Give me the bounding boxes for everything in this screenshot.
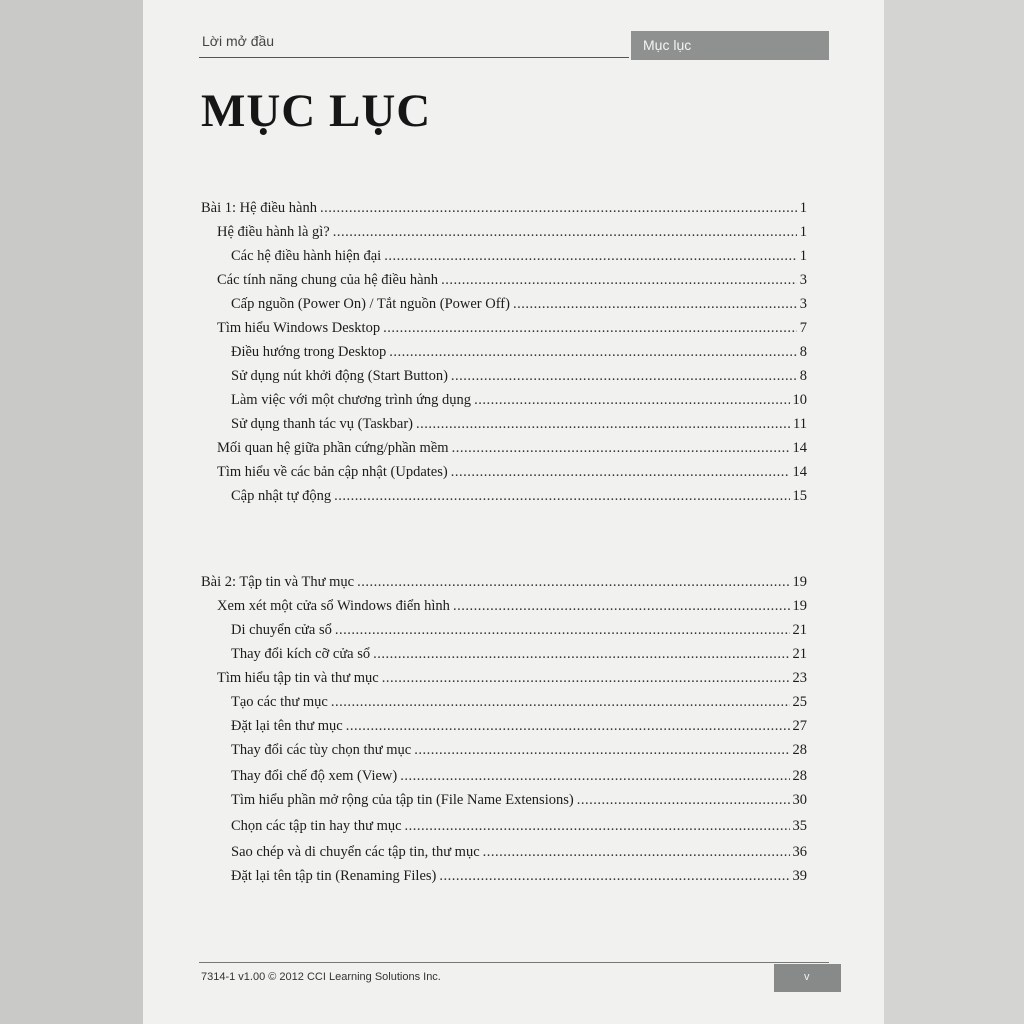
toc-dot-leader bbox=[373, 646, 789, 663]
toc-entry bbox=[201, 574, 807, 594]
toc-entry bbox=[217, 320, 807, 340]
toc-entry-page: 15 bbox=[792, 488, 807, 504]
toc-entry-page: 8 bbox=[799, 368, 807, 384]
toc-entry-page: 19 bbox=[792, 598, 807, 614]
toc-entry-title: Sử dụng nút khởi động (Start Button) bbox=[231, 368, 448, 384]
toc-entry bbox=[231, 392, 807, 412]
toc-entry-title: Cấp nguồn (Power On) / Tắt nguồn (Power Off) bbox=[231, 296, 510, 312]
toc-entry-title: Xem xét một cửa sổ Windows điển hình bbox=[217, 598, 450, 614]
toc-entry-page: 3 bbox=[799, 296, 807, 312]
toc-dot-leader bbox=[453, 598, 790, 615]
footer-rule bbox=[199, 962, 829, 963]
toc-entry-page: 30 bbox=[792, 792, 807, 808]
toc-entry-page: 39 bbox=[792, 868, 807, 884]
toc-entry-page: 21 bbox=[792, 646, 807, 662]
toc-dot-leader bbox=[577, 792, 790, 809]
toc-entry-page: 23 bbox=[792, 670, 807, 686]
toc-entry-title: Tạo các thư mục bbox=[231, 694, 328, 710]
toc-entry-title: Điều hướng trong Desktop bbox=[231, 344, 387, 360]
toc-entry bbox=[231, 344, 807, 364]
toc-entry-page: 28 bbox=[792, 768, 807, 784]
toc-entry-page: 1 bbox=[799, 200, 807, 216]
toc-dot-leader bbox=[389, 344, 796, 361]
toc-dot-leader bbox=[513, 296, 797, 313]
toc-entry bbox=[231, 742, 807, 762]
toc-dot-leader bbox=[346, 718, 790, 735]
toc-dot-leader bbox=[333, 224, 797, 241]
toc-entry-title: Thay đổi các tùy chọn thư mục bbox=[231, 742, 412, 758]
toc-entry-page: 7 bbox=[799, 320, 807, 336]
toc-entry-page: 35 bbox=[792, 818, 807, 834]
toc-entry-title: Thay đổi kích cỡ cửa sổ bbox=[231, 646, 371, 662]
toc-entry-title: Tìm hiểu Windows Desktop bbox=[217, 320, 381, 336]
footer-page-tab bbox=[774, 964, 841, 992]
toc-entry-page: 14 bbox=[792, 464, 807, 480]
toc-entry bbox=[217, 272, 807, 292]
toc-dot-leader bbox=[451, 368, 797, 385]
toc-entry bbox=[231, 694, 807, 714]
toc-entry-page: 11 bbox=[793, 416, 807, 432]
page-title: MỤC LỤC bbox=[201, 85, 432, 137]
toc-entry bbox=[231, 646, 807, 666]
toc-entry-page: 21 bbox=[792, 622, 807, 638]
toc-entry bbox=[217, 440, 807, 460]
toc-entry bbox=[231, 488, 807, 508]
toc-entry bbox=[231, 248, 807, 268]
toc-entry-title: Đặt lại tên thư mục bbox=[231, 718, 343, 734]
toc-dot-leader bbox=[439, 868, 789, 885]
toc-dot-leader bbox=[357, 574, 789, 591]
left-page-edge bbox=[0, 0, 143, 1024]
toc-dot-leader bbox=[441, 272, 797, 289]
toc-dot-leader bbox=[400, 768, 789, 785]
toc-entry-title: Mối quan hệ giữa phần cứng/phần mềm bbox=[217, 440, 449, 456]
toc-entry-title: Cập nhật tự động bbox=[231, 488, 332, 504]
toc-entry-title: Tìm hiểu phần mở rộng của tập tin (File Name Extensions) bbox=[231, 792, 574, 808]
toc-entry-title: Đặt lại tên tập tin (Renaming Files) bbox=[231, 868, 437, 884]
header-tab bbox=[631, 31, 829, 60]
toc-entry-page: 1 bbox=[799, 224, 807, 240]
toc-entry-page: 8 bbox=[799, 344, 807, 360]
document-page bbox=[143, 0, 884, 1024]
toc-entry-page: 3 bbox=[799, 272, 807, 288]
toc-entry-title: Di chuyển cửa sổ bbox=[231, 622, 332, 638]
toc-dot-leader bbox=[383, 320, 797, 337]
toc-entry bbox=[231, 792, 807, 812]
toc-entry-page: 28 bbox=[792, 742, 807, 758]
toc-dot-leader bbox=[331, 694, 790, 711]
toc-entry bbox=[231, 368, 807, 388]
toc-dot-leader bbox=[382, 670, 790, 687]
toc-entry-title: Các hệ điều hành hiện đại bbox=[231, 248, 382, 264]
header-rule bbox=[199, 57, 629, 58]
toc-dot-leader bbox=[416, 416, 790, 433]
toc-entry-title: Sử dụng thanh tác vụ (Taskbar) bbox=[231, 416, 414, 432]
toc-entry-page: 14 bbox=[792, 440, 807, 456]
toc-entry-title: Sao chép và di chuyển các tập tin, thư mục bbox=[231, 844, 480, 860]
toc-dot-leader bbox=[320, 200, 797, 217]
toc-entry-title: Thay đổi chế độ xem (View) bbox=[231, 768, 398, 784]
toc-entry-title: Chọn các tập tin hay thư mục bbox=[231, 818, 402, 834]
toc-entry bbox=[231, 868, 807, 888]
toc-dot-leader bbox=[384, 248, 797, 265]
toc-entry-title: Bài 2: Tập tin và Thư mục bbox=[201, 574, 355, 590]
toc-entry-title: Hệ điều hành là gì? bbox=[217, 224, 330, 240]
toc-entry-title: Tìm hiểu tập tin và thư mục bbox=[217, 670, 379, 686]
toc-entry bbox=[231, 844, 807, 864]
toc-entry bbox=[217, 670, 807, 690]
toc-entry-page: 1 bbox=[799, 248, 807, 264]
toc-dot-leader bbox=[451, 464, 790, 481]
toc-entry bbox=[217, 598, 807, 618]
toc-entry bbox=[231, 718, 807, 738]
toc-dot-leader bbox=[414, 742, 789, 759]
toc-dot-leader bbox=[335, 622, 790, 639]
toc-entry-page: 25 bbox=[792, 694, 807, 710]
toc-entry bbox=[231, 818, 807, 838]
header-tab-label: Mục lục bbox=[643, 37, 692, 53]
toc-entry bbox=[231, 622, 807, 642]
toc-entry-title: Tìm hiểu về các bản cập nhật (Updates) bbox=[217, 464, 448, 480]
footer-copyright: 7314-1 v1.00 © 2012 CCI Learning Solutions Inc. bbox=[201, 971, 441, 983]
toc-dot-leader bbox=[483, 844, 790, 861]
toc-entry-page: 36 bbox=[792, 844, 807, 860]
toc-entry bbox=[201, 200, 807, 220]
toc-entry-page: 27 bbox=[792, 718, 807, 734]
toc-dot-leader bbox=[452, 440, 790, 457]
toc-entry bbox=[231, 296, 807, 316]
toc-dot-leader bbox=[474, 392, 789, 409]
toc-dot-leader bbox=[334, 488, 789, 505]
toc-entry bbox=[231, 416, 807, 436]
header-section-label: Lời mở đầu bbox=[202, 33, 275, 49]
toc-entry-page: 10 bbox=[792, 392, 807, 408]
footer-page-number: v bbox=[804, 971, 810, 983]
toc-entry bbox=[217, 224, 807, 244]
toc-entry-page: 19 bbox=[792, 574, 807, 590]
toc-entry bbox=[217, 464, 807, 484]
toc-entry-title: Bài 1: Hệ điều hành bbox=[201, 200, 317, 216]
toc-dot-leader bbox=[405, 818, 790, 835]
toc-entry-title: Làm việc với một chương trình ứng dụng bbox=[231, 392, 472, 408]
right-background bbox=[884, 0, 1024, 1024]
toc-entry bbox=[231, 768, 807, 788]
toc-entry-title: Các tính năng chung của hệ điều hành bbox=[217, 272, 439, 288]
